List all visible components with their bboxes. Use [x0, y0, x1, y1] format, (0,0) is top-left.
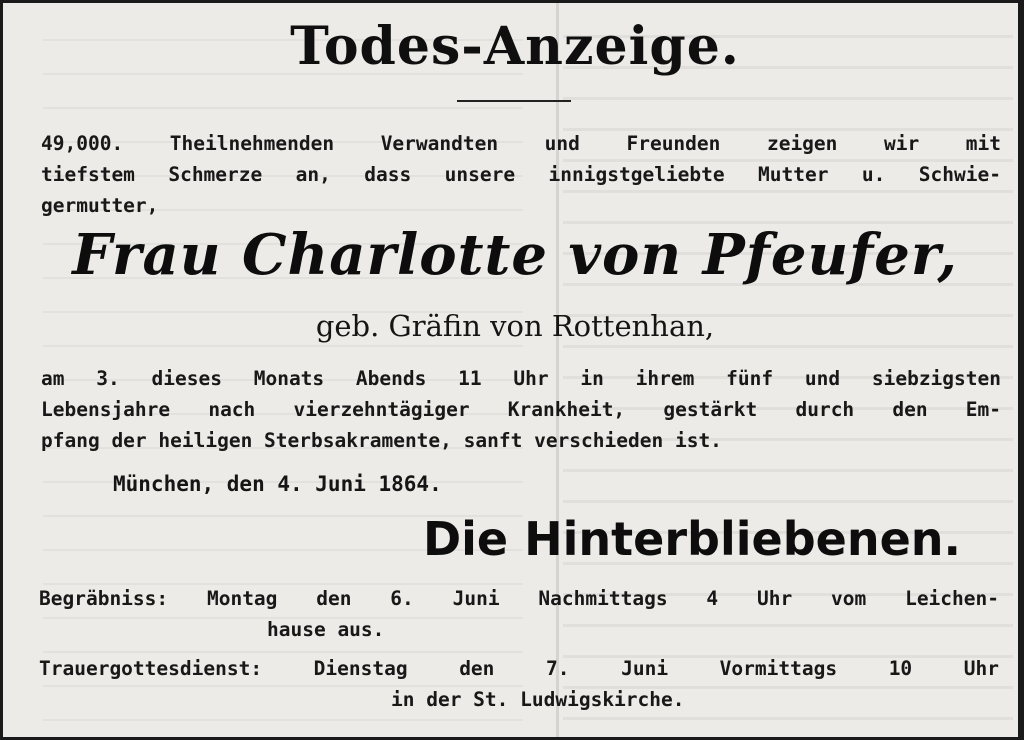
funeral-line: Begräbniss: Montag den 6. Juni Nachmittags 4 Uhr vom Leichen- — [39, 587, 999, 610]
death-paragraph — [41, 363, 1001, 456]
place-and-date: München, den 4. Juni 1864. — [113, 472, 442, 496]
service-line: in der St. Ludwigskirche. — [391, 688, 685, 711]
deceased-name: Frau Charlotte von Pfeufer, — [72, 222, 958, 288]
intro-line: tiefstem Schmerze an, dass unsere innigstgeliebte Mutter u. Schwie- — [41, 163, 1001, 186]
intro-line: 49,000. Theilnehmenden Verwandten und Freunden zeigen wir mit — [41, 132, 1001, 155]
service-info — [39, 653, 999, 715]
title-rule — [457, 100, 571, 102]
death-line: pfang der heiligen Sterbsakramente, sanft verschieden ist. — [41, 429, 722, 452]
survivors-signature: Die Hinterbliebenen. — [422, 512, 961, 566]
death-notice — [3, 3, 1024, 740]
intro-paragraph — [41, 128, 1001, 221]
funeral-info — [39, 583, 999, 645]
intro-line: germutter, — [41, 194, 159, 217]
notice-title: Todes-Anzeige. — [290, 16, 740, 77]
maiden-name: geb. Gräfin von Rottenhan, — [315, 309, 715, 343]
death-line: Lebensjahre nach vierzehntägiger Krankheit, gestärkt durch den Em- — [41, 398, 1001, 421]
funeral-line: hause aus. — [267, 618, 385, 641]
death-line: am 3. dieses Monats Abends 11 Uhr in ihrem fünf und siebzigsten — [41, 367, 1001, 390]
service-line: Trauergottesdienst: Dienstag den 7. Juni Vormittags 10 Uhr — [39, 657, 999, 680]
